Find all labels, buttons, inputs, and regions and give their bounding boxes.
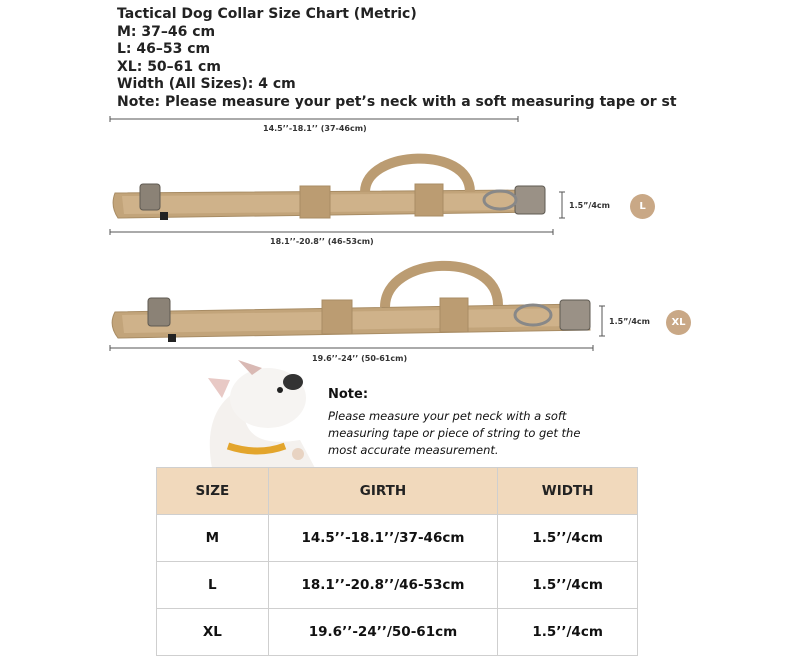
width-label-l: 1.5”/4cm [569,201,610,210]
note-line-3: most accurate measurement. [328,443,499,457]
size-badge-xl: XL [666,310,691,335]
note-line-1: Please measure your pet neck with a soft [328,409,567,423]
range-label-l: 18.1’’-20.8’’ (46-53cm) [270,237,374,246]
note-body [328,408,618,459]
size-table [156,467,638,656]
dog-photo [208,360,315,468]
size-badge-l: L [630,194,655,219]
measure-line-xl [110,345,593,351]
table-row [157,562,638,609]
header-size: SIZE [157,468,269,515]
width-marker-xl [599,306,605,336]
cell-size: XL [157,609,269,656]
collar-l-image [113,159,545,220]
measure-line-m [110,116,518,122]
header-girth: GIRTH [268,468,498,515]
note-title: Note: [328,387,369,402]
chart-title: Tactical Dog Collar Size Chart (Metric) [117,6,417,22]
cell-size: M [157,515,269,562]
note-line-2: measuring tape or piece of string to get the [328,426,581,440]
cell-width: 1.5’’/4cm [498,562,638,609]
cell-girth: 18.1’’-20.8’’/46-53cm [268,562,498,609]
cell-width: 1.5’’/4cm [498,515,638,562]
cell-width: 1.5’’/4cm [498,609,638,656]
size-xl-line: XL: 50–61 cm [117,58,221,75]
table-row [157,609,638,656]
width-marker-l [559,192,565,218]
cell-size: L [157,562,269,609]
width-line: Width (All Sizes): 4 cm [117,76,296,93]
size-m-line: M: 37–46 cm [117,23,216,40]
table-row [157,515,638,562]
header-width: WIDTH [498,468,638,515]
note-line: Note: Please measure your pet’s neck with a soft measuring tape or st [117,93,677,110]
range-label-m: 14.5’’-18.1’’ (37-46cm) [263,124,367,133]
table-header-row [157,468,638,515]
cell-girth: 19.6’’-24’’/50-61cm [268,609,498,656]
range-label-xl: 19.6’’-24’’ (50-61cm) [312,354,408,363]
size-l-line: L: 46–53 cm [117,41,211,58]
measure-line-l [110,229,553,235]
width-label-xl: 1.5”/4cm [609,317,650,326]
cell-girth: 14.5’’-18.1’’/37-46cm [268,515,498,562]
collar-xl-image [112,266,590,342]
